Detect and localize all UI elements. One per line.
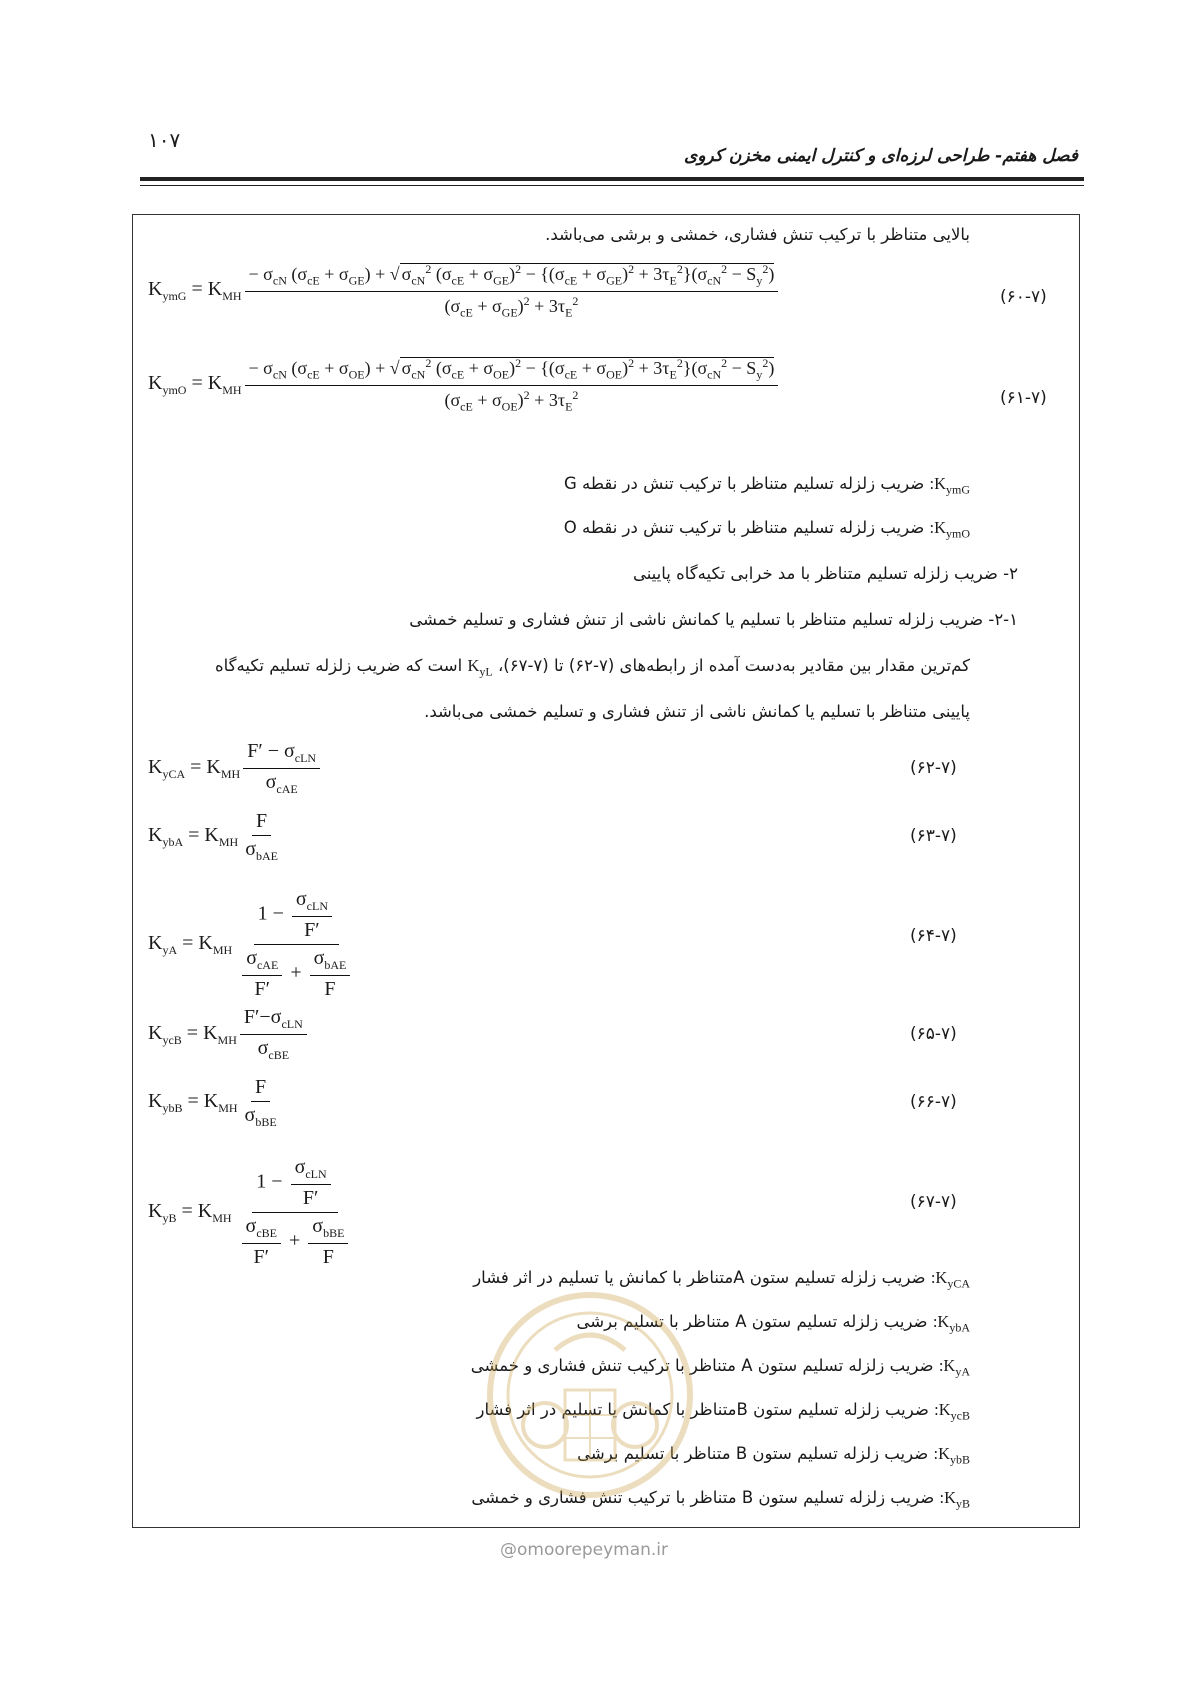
- definition-kyb-text: ضریب زلزله تسلیم ستون B متناظر با ترکیب تنش فشاری و خمشی: [471, 1488, 935, 1507]
- equation-66: $K_{ybB} = K_{MH}$ $\frac{F}{\sigma_{bBE}}$: [148, 1076, 277, 1129]
- definition-kymg-text: ضریب زلزله تسلیم متناظر با ترکیب تنش در نقطه G: [563, 474, 925, 493]
- watermark-url: @omoorepeyman.ir: [500, 1540, 669, 1560]
- paragraph-part-2: است که ضریب زلزله تسلیم تکیه‌گاه: [214, 656, 463, 675]
- definition-kya-text: ضریب زلزله تسلیم ستون A متناظر با ترکیب تنش فشاری و خمشی: [470, 1356, 934, 1375]
- equation-number-62: (۶۲-۷): [910, 758, 957, 778]
- equation-65: $K_{ycB} = K_{MH}$ $\frac{F'-\sigma_{cLN}}{\sigma_{cBE}}$: [148, 1006, 310, 1063]
- heading-2-1: ۲-۱- ضریب زلزله تسلیم متناظر با تسلیم یا کمانش ناشی از تنش فشاری و تسلیم خمشی: [409, 610, 1018, 629]
- paragraph-line-2: پایینی متناظر با تسلیم یا کمانش ناشی از تنش فشاری و تسلیم خمشی می‌باشد.: [424, 702, 970, 721]
- intro-line: بالایی متناظر با ترکیب تنش فشاری، خمشی و برشی می‌باشد.: [545, 225, 970, 244]
- definition-kymo: $K_{ymO}$: ضریب زلزله تسلیم متناظر با ترکیب تنش در نقطه O: [563, 518, 970, 541]
- header-rule-thin: [140, 185, 1084, 186]
- watermark-seal-icon: [485, 1290, 695, 1500]
- definition-kycb-text: ضریب زلزله تسلیم ستون Bمتناظر با کمانش یا تسلیم در اثر فشار: [476, 1400, 929, 1419]
- equation-number-66: (۶۶-۷): [910, 1092, 957, 1112]
- equation-64: $K_{yA} = K_{MH}$ 1 − $\frac{\sigma_{cLN}}{F'}$ $\frac{\sigma_{cAE}}{F'}$ + $\frac{\sigma_{bAE}}{F}$: [148, 888, 360, 1001]
- definition-kyb: $K_{yB}$: ضریب زلزله تسلیم ستون B متناظر با ترکیب تنش فشاری و خمشی: [471, 1488, 970, 1511]
- equation-number-63: (۶۳-۷): [910, 826, 957, 846]
- paragraph-part-1: کم‌ترین مقدار بین مقادیر به‌دست آمده از رابطه‌های (۷-۶۲) تا (۷-۶۷)،: [497, 656, 970, 675]
- equation-62: $K_{yCA} = K_{MH}$ $\frac{F' - \sigma_{cLN}}{\sigma_{cAE}}$: [148, 740, 323, 797]
- definition-kyca: $K_{yCA}$: ضریب زلزله تسلیم ستون Aمتناظر با کمانش یا تسلیم در اثر فشار: [473, 1268, 970, 1291]
- equation-number-64: (۶۴-۷): [910, 926, 957, 946]
- definition-kycb: $K_{ycB}$: ضریب زلزله تسلیم ستون Bمتناظر با کمانش یا تسلیم در اثر فشار: [476, 1400, 970, 1423]
- definition-kymg: $K_{ymG}$: ضریب زلزله تسلیم متناظر با ترکیب تنش در نقطه G: [563, 474, 970, 497]
- equation-63: $K_{ybA} = K_{MH}$ $\frac{F}{\sigma_{bAE}}$: [148, 810, 278, 863]
- page-number: ۱۰۷: [148, 128, 181, 152]
- equation-number-67: (۶۷-۷): [910, 1192, 957, 1212]
- equation-60: $K_{ymG} = K_{MH}$ − $\sigma_{cN}$ $(\sigma_{cE} + \sigma_{GE})$ + √ $\sigma_{cN}^2$ $(\sigma_{cE} + \sigma_{GE})^2 - \{(\sigma_{cE} + \sigma_{GE})^2 + 3\tau_E^2\}(\sigma_{cN}^2 - S_y^2)$ $(\sigma_{cE} + \sigma_{GE})^2 + 3\tau_E^2$: [148, 262, 781, 320]
- paragraph-line-1: کم‌ترین مقدار بین مقادیر به‌دست آمده از رابطه‌های (۷-۶۲) تا (۷-۶۷)، $K_{yL}$ است که ضریب زلزله تسلیم تکیه‌گاه: [214, 656, 970, 679]
- definition-kyca-text: ضریب زلزله تسلیم ستون Aمتناظر با کمانش یا تسلیم در اثر فشار: [473, 1268, 926, 1287]
- equation-61: $K_{ymO} = K_{MH}$ − $\sigma_{cN}$ $(\sigma_{cE} + \sigma_{OE})$ + √ $\sigma_{cN}^2$ $(\sigma_{cE} + \sigma_{OE})^2 - \{(\sigma_{cE} + \sigma_{OE})^2 + 3\tau_E^2\}(\sigma_{cN}^2 - S_y^2)$ $(\sigma_{cE} + \sigma_{OE})^2 + 3\tau_E^2$: [148, 356, 781, 414]
- equation-number-61: (۶۱-۷): [1000, 388, 1047, 408]
- heading-2: ۲- ضریب زلزله تسلیم متناظر با مد خرابی تکیه‌گاه پایینی: [632, 564, 1018, 583]
- definition-kyba-text: ضریب زلزله تسلیم ستون A متناظر با تسلیم برشی: [576, 1312, 928, 1331]
- definition-kybb-text: ضریب زلزله تسلیم ستون B متناظر با تسلیم برشی: [577, 1444, 929, 1463]
- equation-67: $K_{yB} = K_{MH}$ 1 − $\frac{\sigma_{cLN}}{F'}$ $\frac{\sigma_{cBE}}{F'}$ + $\frac{\sigma_{bBE}}{F}$: [148, 1156, 358, 1269]
- definition-kyba: $K_{ybA}$: ضریب زلزله تسلیم ستون A متناظر با تسلیم برشی: [576, 1312, 970, 1335]
- definition-kya: $K_{yA}$: ضریب زلزله تسلیم ستون A متناظر با ترکیب تنش فشاری و خمشی: [470, 1356, 970, 1379]
- definition-kybb: $K_{ybB}$: ضریب زلزله تسلیم ستون B متناظر با تسلیم برشی: [577, 1444, 970, 1467]
- definition-kymo-text: ضریب زلزله تسلیم متناظر با ترکیب تنش در نقطه O: [563, 518, 925, 537]
- equation-number-60: (۶۰-۷): [1000, 287, 1047, 307]
- equation-number-65: (۶۵-۷): [910, 1024, 957, 1044]
- running-head: فصل هفتم- طراحی لرزه‌ای و کنترل ایمنی مخزن کروی: [684, 146, 1078, 166]
- header-rule: [140, 177, 1084, 181]
